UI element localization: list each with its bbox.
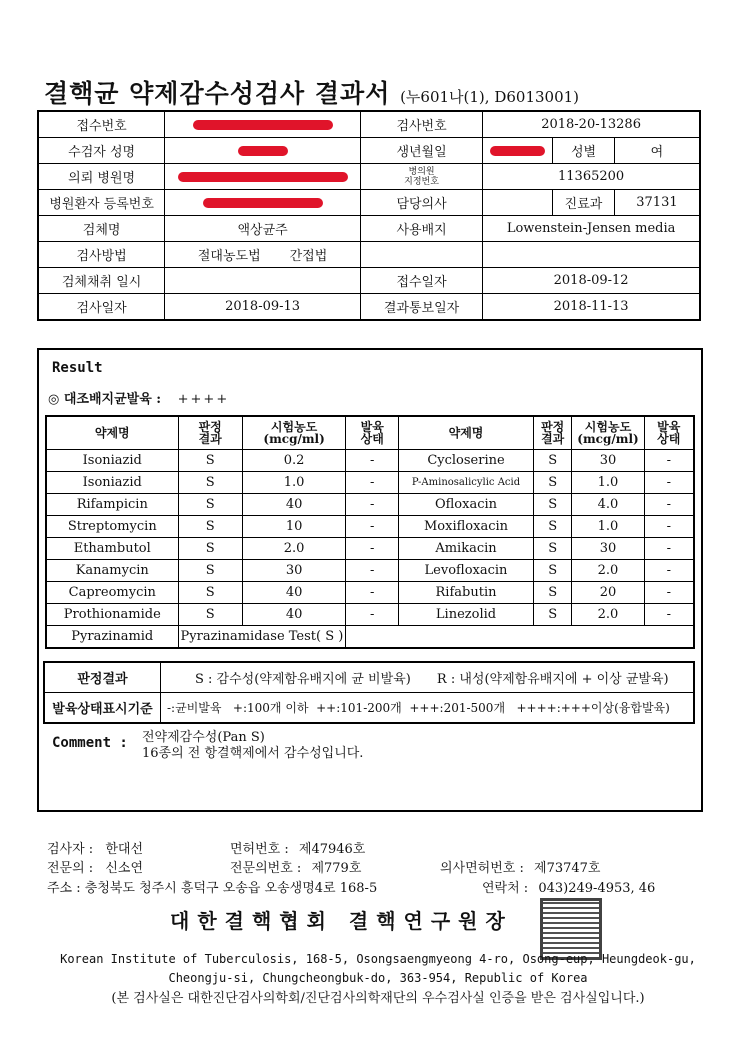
result-heading: Result	[52, 360, 103, 376]
license-label: 면허번호 :	[230, 842, 289, 857]
specialist-label: 전문의 :	[47, 861, 94, 876]
drug-judge-cell: S	[533, 472, 572, 494]
drug-row	[46, 472, 694, 494]
tester-label: 검사자 :	[47, 842, 94, 857]
growth-legend-text: -:균비발육 +:100개 이하 ++:101-200개 +++:201-500개 ++++:+++이상(융합발육)	[161, 693, 695, 724]
header-drug: 약제명	[399, 416, 534, 450]
method-2: 간접법	[289, 249, 328, 264]
receipt-no-value	[165, 111, 361, 138]
judge-r-text: R : 내성(약제함유배지에 + 이상 균발육)	[436, 672, 669, 687]
drug-row	[46, 494, 694, 516]
drug-row	[46, 582, 694, 604]
comment-label: Comment :	[52, 735, 128, 751]
comment-line-1: 전약제감수성(Pan S)	[142, 730, 265, 745]
certification-note: (본 검사실은 대한진단검사의학회/진단검사의학재단의 우수검사실 인증을 받은 검사실입니다.)	[111, 991, 645, 1006]
drug-drug-cell: Amikacin	[399, 538, 534, 560]
drug-growth-cell: -	[644, 494, 694, 516]
control-growth-line	[48, 388, 229, 407]
specialist-line	[47, 857, 143, 876]
pza-drug: Pyrazinamid	[46, 626, 178, 649]
drug-growth-cell: -	[346, 494, 399, 516]
drug-row	[46, 450, 694, 472]
doctor-license-line	[440, 857, 601, 876]
header-growth: 발육 상태	[644, 416, 694, 450]
drug-conc-cell: 1.0	[242, 472, 345, 494]
drug-row	[46, 560, 694, 582]
header-growth: 발육 상태	[346, 416, 399, 450]
drug-drug-cell: P-Aminosalicylic Acid	[399, 472, 534, 494]
hospital-value	[165, 164, 361, 190]
english-address	[0, 950, 756, 988]
specialist-no: 제779호	[311, 861, 362, 876]
drug-growth-cell: -	[346, 560, 399, 582]
test-no-value: 2018-20-13286	[483, 111, 700, 138]
test-date-label: 검사일자	[38, 294, 165, 321]
dept-label: 진료과	[553, 190, 615, 216]
drug-growth-cell: -	[644, 582, 694, 604]
drug-growth-cell: -	[346, 472, 399, 494]
drug-conc-cell: 1.0	[572, 516, 644, 538]
drug-drug-cell: Isoniazid	[46, 472, 178, 494]
dept-value: 37131	[614, 190, 700, 216]
method-value	[165, 242, 361, 268]
drug-judge-cell: S	[178, 450, 242, 472]
hospital-code-value: 11365200	[483, 164, 700, 190]
report-date-label: 결과통보일자	[360, 294, 482, 321]
tester-line	[47, 838, 143, 857]
judge-legend-text	[161, 662, 695, 693]
medium-label: 사용배지	[360, 216, 482, 242]
drug-drug-cell: Kanamycin	[46, 560, 178, 582]
growth-legend-label: 발육상태표시기준	[44, 693, 161, 724]
method-1: 절대농도법	[197, 249, 261, 264]
english-address-line-1: Korean Institute of Tuberculosis, 168-5, Osongsaengmyeong 4-ro, Osong-eup, Heungdeok-gu,	[60, 952, 696, 966]
birth-label: 생년월일	[360, 138, 482, 164]
drug-susceptibility-table	[45, 415, 695, 649]
contact-label: 연락처 :	[482, 881, 529, 896]
drug-judge-cell: S	[533, 538, 572, 560]
sex-value: 여	[614, 138, 700, 164]
drug-conc-cell: 30	[242, 560, 345, 582]
drug-drug-cell: Capreomycin	[46, 582, 178, 604]
license-line	[230, 838, 365, 857]
drug-conc-cell: 10	[242, 516, 345, 538]
drug-conc-cell: 40	[242, 604, 345, 626]
specimen-value: 액상균주	[165, 216, 361, 242]
header-judge: 판정 결과	[178, 416, 242, 450]
drug-row	[46, 604, 694, 626]
form-code: (누601나(1), D6013001)	[400, 88, 580, 106]
collect-date-label: 검체채취 일시	[38, 268, 165, 294]
drug-conc-cell: 40	[242, 494, 345, 516]
drug-conc-cell: 30	[572, 538, 644, 560]
patient-info-table	[37, 110, 701, 321]
drug-drug-cell: Ofloxacin	[399, 494, 534, 516]
drug-judge-cell: S	[178, 472, 242, 494]
comment-line-2: 16종의 전 항결핵제에서 감수성입니다.	[142, 746, 364, 761]
drug-growth-cell: -	[644, 516, 694, 538]
doctor-label: 담당의사	[360, 190, 482, 216]
drug-judge-cell: S	[533, 516, 572, 538]
drug-judge-cell: S	[533, 560, 572, 582]
license-number: 제47946호	[298, 842, 366, 857]
drug-drug-cell: Rifampicin	[46, 494, 178, 516]
doctor-value	[483, 190, 553, 216]
drug-judge-cell: S	[178, 560, 242, 582]
drug-drug-cell: Isoniazid	[46, 450, 178, 472]
patient-reg-label: 병원환자 등록번호	[38, 190, 165, 216]
drug-judge-cell: S	[533, 450, 572, 472]
drug-judge-cell: S	[178, 516, 242, 538]
drug-row	[46, 538, 694, 560]
judge-legend-label: 판정결과	[44, 662, 161, 693]
organization-name: 대한결핵협회 결핵연구원장	[170, 909, 513, 933]
legend-table	[43, 661, 695, 724]
drug-drug-cell: Prothionamide	[46, 604, 178, 626]
specialist-no-label: 전문의번호 :	[230, 861, 302, 876]
drug-conc-cell: 2.0	[242, 538, 345, 560]
specimen-label: 검체명	[38, 216, 165, 242]
drug-conc-cell: 2.0	[572, 604, 644, 626]
drug-growth-cell: -	[346, 516, 399, 538]
drug-conc-cell: 30	[572, 450, 644, 472]
drug-conc-cell: 2.0	[572, 560, 644, 582]
drug-conc-cell: 20	[572, 582, 644, 604]
collect-date-value	[165, 268, 361, 294]
header-judge: 판정 결과	[533, 416, 572, 450]
drug-judge-cell: S	[178, 604, 242, 626]
drug-growth-cell: -	[644, 538, 694, 560]
drug-growth-cell: -	[346, 582, 399, 604]
header-conc: 시험농도 (mcg/ml)	[242, 416, 345, 450]
method-label: 검사방법	[38, 242, 165, 268]
report-title	[44, 74, 579, 110]
drug-conc-cell: 4.0	[572, 494, 644, 516]
drug-drug-cell: Rifabutin	[399, 582, 534, 604]
drug-drug-cell: Ethambutol	[46, 538, 178, 560]
drug-drug-cell: Moxifloxacin	[399, 516, 534, 538]
tester-name: 한대선	[105, 842, 144, 857]
receipt-date-value: 2018-09-12	[483, 268, 700, 294]
drug-growth-cell: -	[644, 472, 694, 494]
address-line: 주소 : 충청북도 청주시 흥덕구 오송읍 오송생명4로 168-5	[47, 881, 378, 896]
comment-text	[142, 730, 363, 762]
drug-growth-cell: -	[346, 538, 399, 560]
drug-judge-cell: S	[533, 582, 572, 604]
judge-s-text: S : 감수성(약제함유배지에 균 비발육)	[195, 672, 411, 687]
control-growth-label: ◎ 대조배지균발육 :	[48, 392, 162, 407]
drug-conc-cell: 40	[242, 582, 345, 604]
drug-growth-cell: -	[644, 604, 694, 626]
hospital-code-label: 병의원 지정번호	[360, 164, 482, 190]
drug-judge-cell: S	[178, 538, 242, 560]
test-no-label: 검사번호	[360, 111, 482, 138]
drug-conc-cell: 0.2	[242, 450, 345, 472]
drug-drug-cell: Cycloserine	[399, 450, 534, 472]
drug-drug-cell: Streptomycin	[46, 516, 178, 538]
drug-row	[46, 516, 694, 538]
receipt-no-label: 접수번호	[38, 111, 165, 138]
contact-number: 043)249-4953, 46	[538, 881, 656, 896]
drug-judge-cell: S	[533, 494, 572, 516]
receipt-date-label: 접수일자	[360, 268, 482, 294]
drug-drug-cell: Linezolid	[399, 604, 534, 626]
patient-name-value	[165, 138, 361, 164]
title-text: 결핵균 약제감수성검사 결과서	[44, 79, 391, 108]
birth-value	[483, 138, 553, 164]
drug-conc-cell: 1.0	[572, 472, 644, 494]
control-growth-value: ++++	[177, 392, 230, 407]
drug-growth-cell: -	[346, 450, 399, 472]
header-conc: 시험농도 (mcg/ml)	[572, 416, 644, 450]
english-address-line-2: Cheongju-si, Chungcheongbuk-do, 363-954, Republic of Korea	[168, 971, 588, 985]
drug-judge-cell: S	[178, 494, 242, 516]
drug-drug-cell: Levofloxacin	[399, 560, 534, 582]
specialist-name: 신소연	[105, 861, 144, 876]
doctor-license-number: 제73747호	[534, 861, 601, 876]
empty-cell	[483, 242, 700, 268]
report-date-value: 2018-11-13	[483, 294, 700, 321]
header-drug: 약제명	[46, 416, 178, 450]
patient-reg-value	[165, 190, 361, 216]
empty-cell	[346, 626, 694, 649]
medium-value: Lowenstein-Jensen media	[483, 216, 700, 242]
drug-growth-cell: -	[644, 560, 694, 582]
drug-growth-cell: -	[644, 450, 694, 472]
empty-cell	[360, 242, 482, 268]
drug-judge-cell: S	[533, 604, 572, 626]
contact-line	[482, 877, 655, 896]
specialist-no-line	[230, 857, 361, 876]
test-date-value: 2018-09-13	[165, 294, 361, 321]
patient-name-label: 수검자 성명	[38, 138, 165, 164]
drug-growth-cell: -	[346, 604, 399, 626]
hospital-label: 의뢰 병원명	[38, 164, 165, 190]
pza-test: Pyrazinamidase Test( S )	[178, 626, 346, 649]
sex-label: 성별	[553, 138, 615, 164]
doctor-license-label: 의사면허번호 :	[440, 861, 524, 876]
drug-judge-cell: S	[178, 582, 242, 604]
